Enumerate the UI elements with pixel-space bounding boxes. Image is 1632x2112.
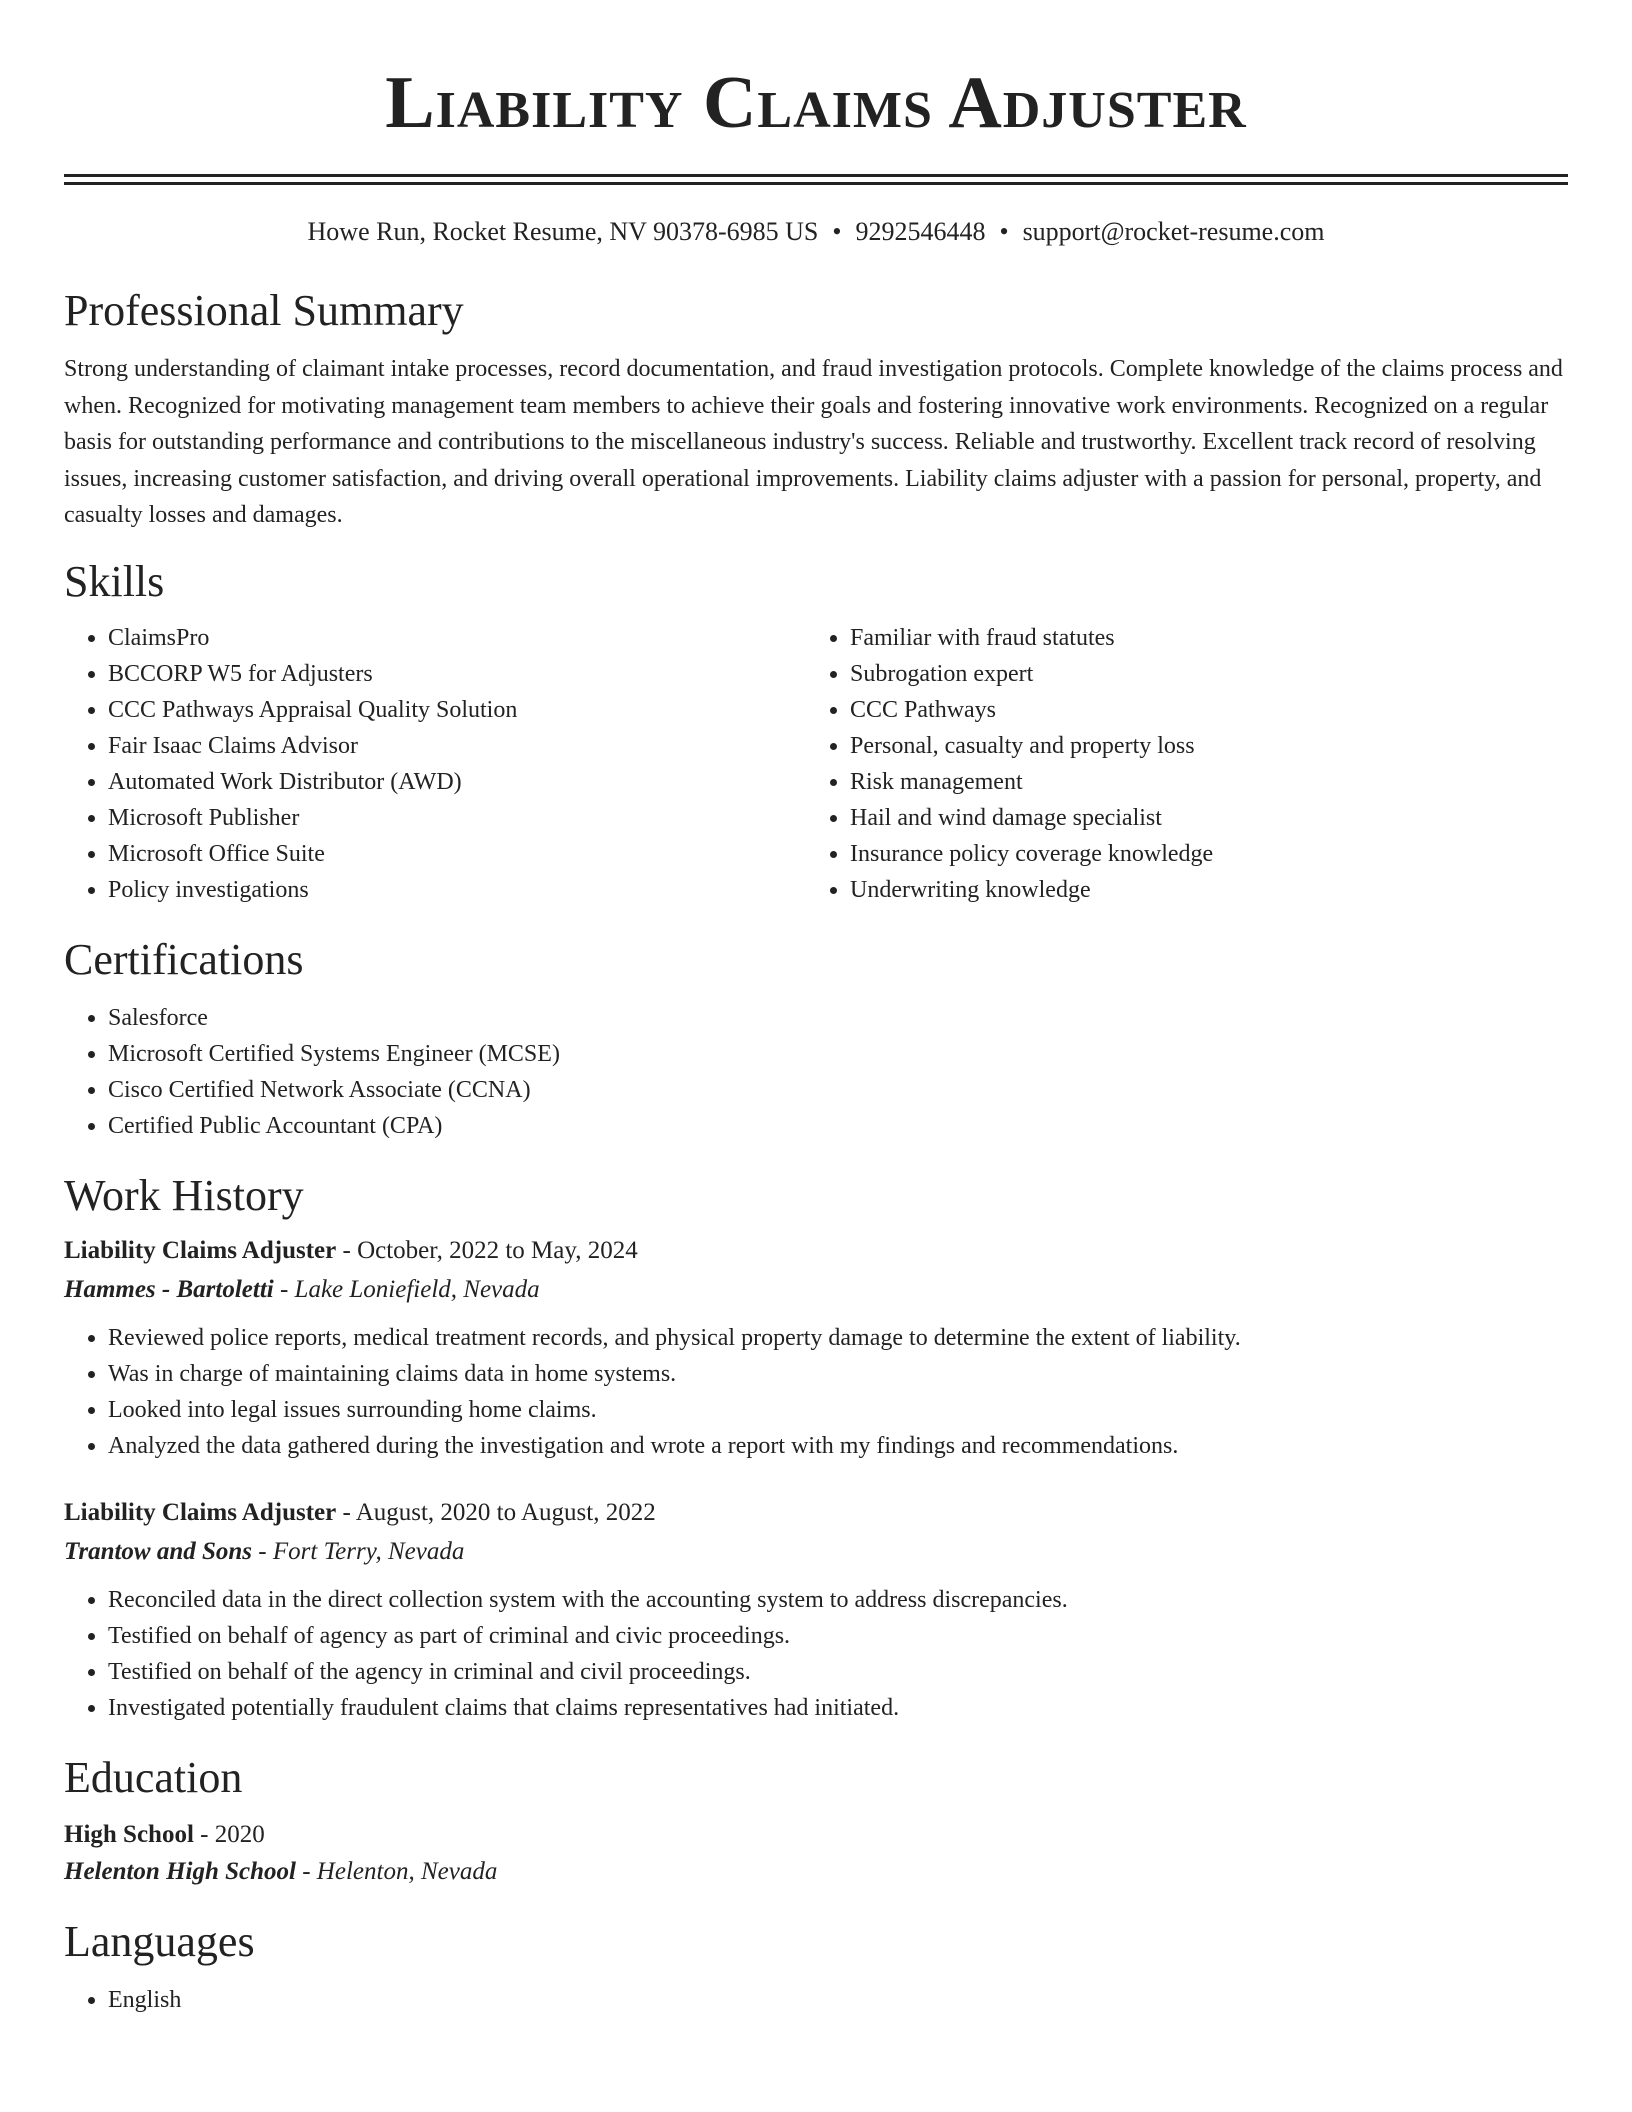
resume-title: Liability Claims Adjuster — [385, 62, 1247, 144]
job-title: Liability Claims Adjuster — [64, 1236, 337, 1264]
certifications-heading: Certifications — [64, 934, 304, 984]
certification-item: • Cisco Certified Network Associate (CCNA) — [108, 1072, 1568, 1108]
job-company: Hammes - Bartoletti — [64, 1275, 274, 1303]
summary-heading: Professional Summary — [64, 286, 464, 335]
job-company-line — [64, 1532, 1568, 1572]
job-bullet: • Investigated potentially fraudulent claims that claims representatives had initiated. — [108, 1690, 1568, 1726]
skill-item: • Automated Work Distributor (AWD) — [108, 764, 806, 800]
job-title: Liability Claims Adjuster — [64, 1498, 337, 1526]
skill-item: • CCC Pathways — [850, 692, 1506, 728]
job-bullet: • Analyzed the data gathered during the investigation and wrote a report with my findings and recommendations. — [108, 1428, 1568, 1464]
job-dates: - October, 2022 to May, 2024 — [336, 1236, 638, 1264]
work-history-heading: Work History — [64, 1170, 304, 1220]
contact-line — [64, 215, 1568, 249]
skills-column-left — [64, 620, 806, 908]
certification-item: • Microsoft Certified Systems Engineer (MCSE) — [108, 1036, 1568, 1072]
skills-grid — [64, 620, 1568, 908]
job-company-line — [64, 1270, 1568, 1310]
skills-column-right — [806, 620, 1506, 908]
skill-item: • Fair Isaac Claims Advisor — [108, 728, 806, 764]
job-bullet: • Reviewed police reports, medical treatment records, and physical property damage to determine the extent of liability. — [108, 1320, 1568, 1356]
job-location: - Fort Terry, Nevada — [252, 1537, 465, 1565]
job-dates: - August, 2020 to August, 2022 — [336, 1498, 656, 1526]
skill-item: • ClaimsPro — [108, 620, 806, 656]
education-school: Helenton High School — [64, 1857, 296, 1885]
languages-heading: Languages — [64, 1916, 255, 1966]
job-title-line — [64, 1232, 1568, 1270]
education-heading: Education — [64, 1752, 243, 1802]
skill-item: • Hail and wind damage specialist — [850, 800, 1506, 836]
job-bullet: • Testified on behalf of agency as part of criminal and civic proceedings. — [108, 1618, 1568, 1654]
skill-item: • Underwriting knowledge — [850, 872, 1506, 908]
job-title-line — [64, 1494, 1568, 1532]
contact-email: support@rocket-resume.com — [1022, 217, 1325, 246]
skill-item: • Familiar with fraud statutes — [850, 620, 1506, 656]
education-year: - 2020 — [193, 1820, 265, 1848]
title-double-rule — [64, 174, 1568, 185]
job-bullet: • Testified on behalf of the agency in criminal and civil proceedings. — [108, 1654, 1568, 1690]
education-school-line — [64, 1854, 1568, 1890]
certifications-list — [64, 1000, 1568, 1144]
skill-item: • Microsoft Publisher — [108, 800, 806, 836]
skill-item: • Subrogation expert — [850, 656, 1506, 692]
job-entry — [64, 1232, 1568, 1464]
skill-item: • Risk management — [850, 764, 1506, 800]
certification-item: • Certified Public Accountant (CPA) — [108, 1108, 1568, 1144]
skill-item: • CCC Pathways Appraisal Quality Solution — [108, 692, 806, 728]
education-degree-line — [64, 1816, 1568, 1854]
skill-item: • Personal, casualty and property loss — [850, 728, 1506, 764]
job-bullet: • Reconciled data in the direct collection system with the accounting system to address discrepancies. — [108, 1582, 1568, 1618]
education-degree: High School — [64, 1820, 194, 1848]
contact-phone: 9292546448 — [855, 217, 986, 246]
skills-heading: Skills — [64, 556, 165, 606]
contact-address: Howe Run, Rocket Resume, NV 90378-6985 US — [307, 217, 819, 246]
skill-item: • Policy investigations — [108, 872, 806, 908]
job-company: Trantow and Sons — [64, 1537, 253, 1565]
summary-text: Strong understanding of claimant intake processes, record documentation, and fraud investigation protocols. Complete knowledge of the claims process and when. Recognized for motivating management team members to achieve their goals and fostering innovative work environments. Recognized on a regular basis for outstanding performance and contributions to the miscellaneous industry's success. Reliable and trustworthy. Excellent track record of resolving issues, increasing customer satisfaction, and driving overall operational improvements. Liability claims adjuster with a passion for personal, property, and casualty losses and damages. — [64, 356, 1563, 528]
education-entry — [64, 1816, 1568, 1890]
job-bullet: • Was in charge of maintaining claims data in home systems. — [108, 1356, 1568, 1392]
education-location: - Helenton, Nevada — [295, 1857, 498, 1885]
job-bullet: • Looked into legal issues surrounding home claims. — [108, 1392, 1568, 1428]
job-bullets — [64, 1320, 1568, 1464]
job-location: - Lake Loniefield, Nevada — [273, 1275, 540, 1303]
job-bullets — [64, 1582, 1568, 1726]
skill-item: • Insurance policy coverage knowledge — [850, 836, 1506, 872]
certification-item: • Salesforce — [108, 1000, 1568, 1036]
language-item: • English — [108, 1982, 1568, 2018]
languages-list — [64, 1982, 1568, 2018]
skill-item: • BCCORP W5 for Adjusters — [108, 656, 806, 692]
skill-item: • Microsoft Office Suite — [108, 836, 806, 872]
contact-separator: • — [832, 217, 842, 246]
contact-separator: • — [999, 217, 1009, 246]
job-entry — [64, 1494, 1568, 1726]
